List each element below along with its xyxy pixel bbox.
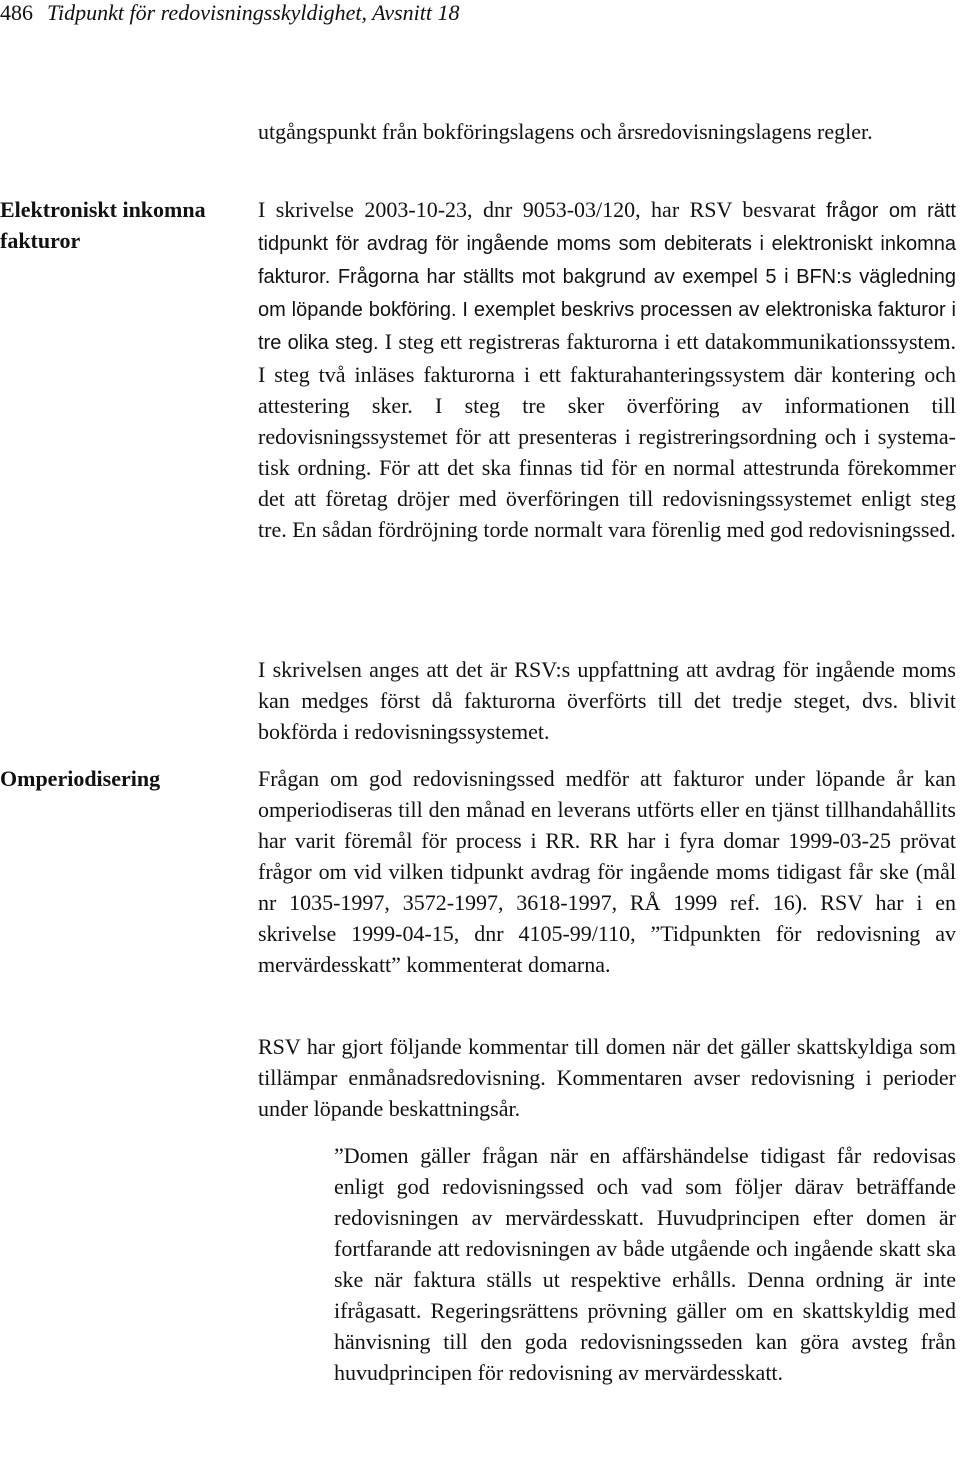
paragraph-elektroniska-fakturor (258, 194, 956, 545)
paragraph-rsv-kommentar: RSV har gjort följande kommentar till domen när det gäller skattskyldiga som tillämpar enmånadsredovisning. Kommentaren avser redovisning i perioder under löpande beskattningsår. (258, 1034, 956, 1121)
margin-label-elektroniskt: Elektroniskt inkomna fakturor (0, 197, 206, 253)
running-title: Tidpunkt för redovisningsskyldighet, Avsnitt 18 (47, 0, 460, 25)
page-number: 486 (0, 0, 33, 25)
paragraph-elektroniska-fakturor-part2: frågor om rätt tidpunkt för avdrag för ingående moms som debiterats i elektroniskt inkomna fakturor. Frågorna har ställts mot bakgrund av exempel 5 i BFN:s vägledning om löpande bokföring. I exemplet beskrivs processen av elektroniska fakturor i tre olika steg. (258, 200, 956, 354)
paragraph-elektroniska-fakturor-part3: I steg ett registreras fakturorna i ett datakommunikationssystem. I steg två inläses fakturorna i ett fakturahanteringssystem där kontering och attestering sker. I steg tre sker överföring av informationen till redovisningssystemet för att presenteras i registreringsordning och i systematisk ordning. För att det ska finnas tid för en normal attestrunda förekommer det att företag dröjer med överföringen till redovisningssystemet enligt steg tre. En sådan fördröjning torde normalt vara förenlig med god redovisningssed. (258, 329, 956, 542)
paragraph-continuation: utgångspunkt från bokföringslagens och årsredovisningslagens regler. (258, 119, 873, 144)
block-quote: ”Domen gäller frågan när en affärshändelse tidigast får redovisas enligt god redovisningssed och vad som följer därav beträffande redovisningen av mervärdesskatt. Huvudprincipen efter domen är fortfarande att redovisningen av både utgående och ingående skatt ska ske när faktura ställs ut respektive erhålls. Denna ordning är inte ifrågasatt. Regeringsrättens prövning gäller om en skattskyldig med hänvisning till den goda redovisningsseden kan göra avsteg från huvudprincipen för redovisning av mervärdesskatt. (334, 1143, 956, 1385)
paragraph-omperiodisering: Frågan om god redovisningssed medför att fakturor under löpande år kan omperiodiseras till den månad en leverans utförts eller en tjänst tillhandahållits har varit föremål för process i RR. RR har i fyra domar 1999-03-25 prövat frågor om vid vilken tidpunkt avdrag för ingående moms tidigast får ske (mål nr 1035-1997, 3572-1997, 3618-1997, RÅ 1999 ref. 16). RSV har i en skrivelse 1999-04-15, dnr 4105-99/110, ”Tidpunkten för redovisning av mervärdesskatt” kommenterat domarna. (258, 766, 956, 977)
page-header (0, 0, 960, 32)
margin-label-omperiodisering: Omperiodisering (0, 766, 161, 791)
paragraph-elektroniska-fakturor-part1: I skrivelse 2003-10-23, dnr 9053-03/120, har RSV besvarat (258, 197, 827, 222)
paragraph-rsv-uppfattning: I skrivelsen anges att det är RSV:s uppfattning att avdrag för ingående moms kan medges först då fakturorna överförts till det tredje steget, dvs. blivit bokförda i redovisningssystemet. (258, 657, 956, 744)
